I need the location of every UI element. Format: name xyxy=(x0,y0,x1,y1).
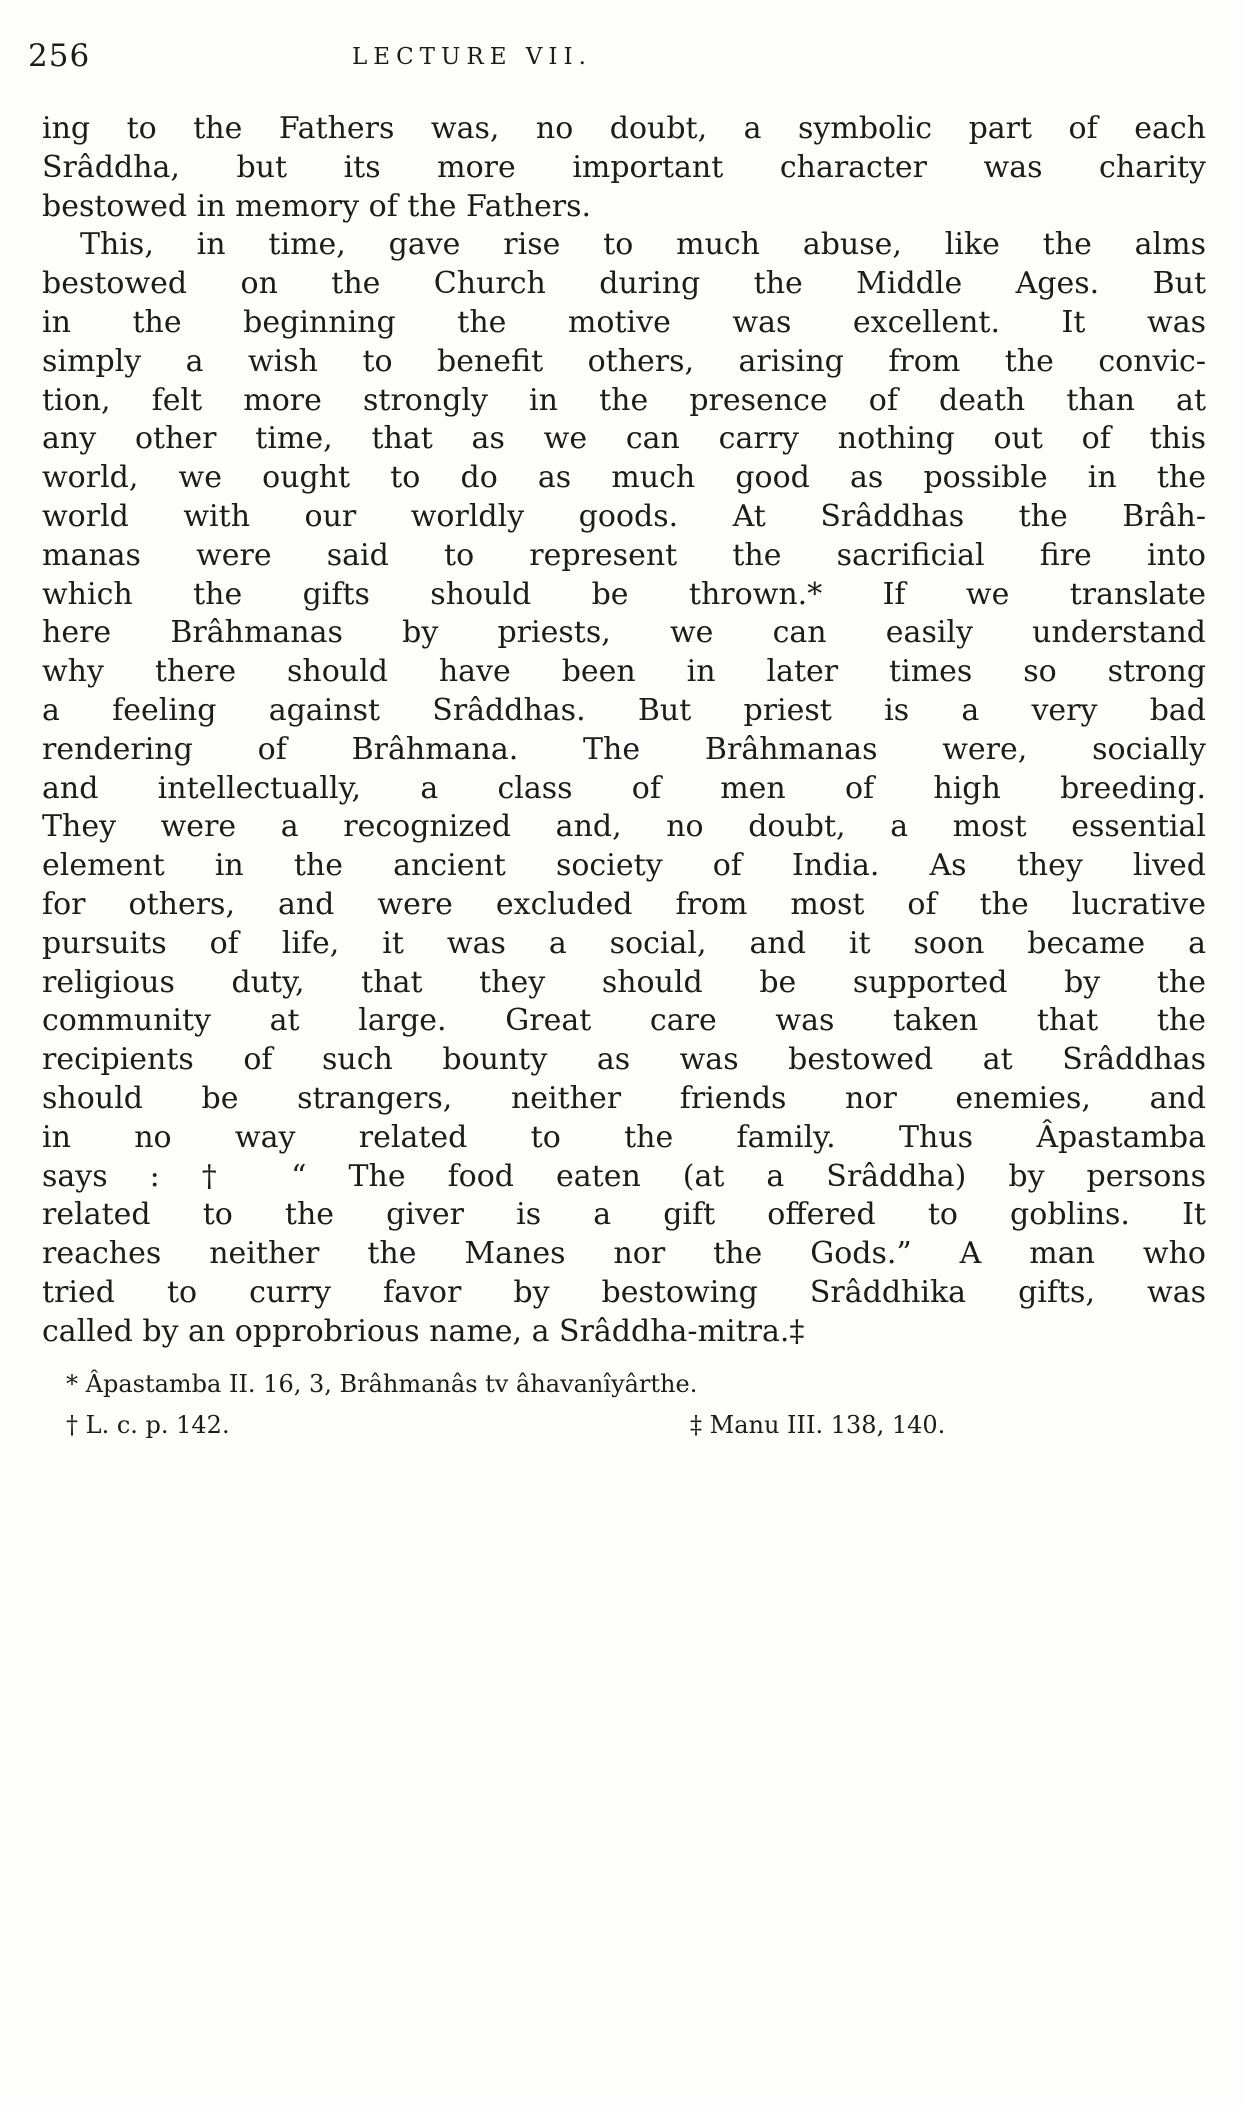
footnote-apastamba: * Âpastamba II. 16, 3, Brâhmanâs tv âhavanîyârthe. xyxy=(66,1370,698,1398)
page-header xyxy=(0,38,1243,82)
paragraph xyxy=(42,110,1206,226)
running-head: LECTURE VII. xyxy=(352,44,592,70)
text-line: in the beginning the motive was excellent. It was xyxy=(42,304,1206,340)
text-line: called by an opprobrious name, a Srâddha-mitra.‡ xyxy=(42,1313,805,1349)
text-line: which the gifts should be thrown.* If we translate xyxy=(42,576,1206,612)
text-line: says : † “ The food eaten (at a Srâddha) by persons xyxy=(42,1158,1206,1194)
text-line: world with our worldly goods. At Srâddhas the Brâh- xyxy=(42,498,1206,534)
text-line: ing to the Fathers was, no doubt, a symbolic part of each xyxy=(42,111,1206,146)
text-line: reaches neither the Manes nor the Gods.” A man who xyxy=(42,1236,1206,1272)
text-line: bestowed in memory of the Fathers. xyxy=(42,188,592,224)
text-line: religious duty, that they should be supported by the xyxy=(42,964,1206,1000)
text-line: world, we ought to do as much good as possible in the xyxy=(42,460,1206,496)
text-line: pursuits of life, it was a social, and it soon became a xyxy=(42,925,1206,961)
text-line: element in the ancient society of India. As they lived xyxy=(42,848,1206,884)
body-text xyxy=(42,110,1206,1352)
text-line: in no way related to the family. Thus Âpastamba xyxy=(42,1119,1206,1155)
text-line: should be strangers, neither friends nor enemies, and xyxy=(42,1080,1206,1116)
text-line: for others, and were excluded from most of the lucrative xyxy=(42,886,1206,922)
footnote-manu: ‡ Manu III. 138, 140. xyxy=(690,1411,946,1439)
footnote-lc: † L. c. p. 142. xyxy=(66,1411,230,1439)
footnote-row xyxy=(42,1405,1206,1446)
text-line: and intellectually, a class of men of high breeding. xyxy=(42,770,1206,806)
text-line: tion, felt more strongly in the presence of death than at xyxy=(42,382,1206,418)
text-line: Srâddha, but its more important character was charity xyxy=(42,149,1206,185)
text-line: tried to curry favor by bestowing Srâddhika gifts, was xyxy=(42,1274,1206,1310)
text-line: rendering of Brâhmana. The Brâhmanas were, socially xyxy=(42,731,1206,767)
text-line: related to the giver is a gift offered to goblins. It xyxy=(42,1197,1206,1233)
text-line: any other time, that as we can carry nothing out of this xyxy=(42,421,1206,457)
text-line: why there should have been in later times so strong xyxy=(42,654,1206,690)
footnotes xyxy=(42,1364,1206,1446)
text-line: This, in time, gave rise to much abuse, like the alms xyxy=(80,227,1206,263)
text-line: here Brâhmanas by priests, we can easily understand xyxy=(42,615,1206,651)
page-number: 256 xyxy=(28,38,91,74)
text-line: simply a wish to benefit others, arising from the convic- xyxy=(42,343,1206,379)
text-line: community at large. Great care was taken that the xyxy=(42,1003,1206,1039)
text-line: recipients of such bounty as was bestowed at Srâddhas xyxy=(42,1042,1206,1078)
text-line: They were a recognized and, no doubt, a most essential xyxy=(42,809,1206,845)
text-line: manas were said to represent the sacrificial fire into xyxy=(42,537,1206,573)
paragraph xyxy=(42,226,1206,1351)
text-line: bestowed on the Church during the Middle Ages. But xyxy=(42,266,1206,302)
text-line: a feeling against Srâddhas. But priest is a very bad xyxy=(42,692,1206,728)
